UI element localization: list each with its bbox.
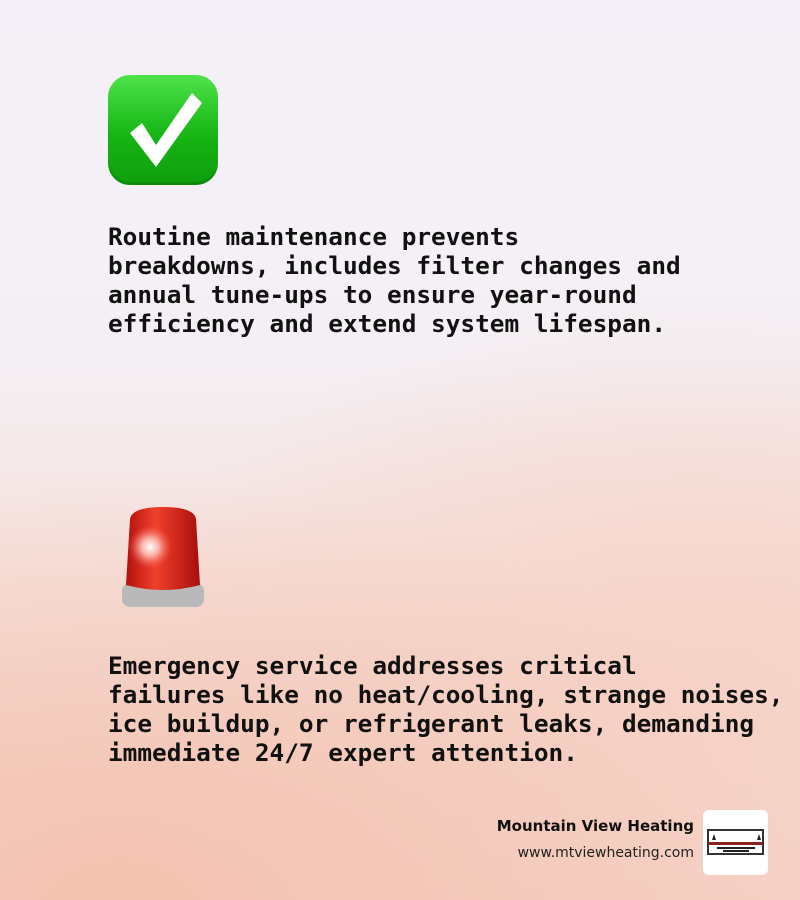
check-mark-icon: [108, 75, 218, 185]
company-url[interactable]: www.mtviewheating.com: [517, 845, 694, 861]
siren-icon: [120, 503, 206, 613]
company-name: Mountain View Heating: [496, 817, 694, 835]
company-footer: [497, 817, 694, 861]
company-logo: [703, 810, 768, 875]
emergency-description: Emergency service addresses critical failures like no heat/cooling, strange noises, ice buildup, or refrigerant leaks, demanding immediate 24/7 expert attention.: [108, 651, 784, 767]
maintenance-description: Routine maintenance prevents breakdowns, includes filter changes and annual tune-ups to ensure year-round efficiency and extend system lifespan.: [108, 222, 681, 338]
